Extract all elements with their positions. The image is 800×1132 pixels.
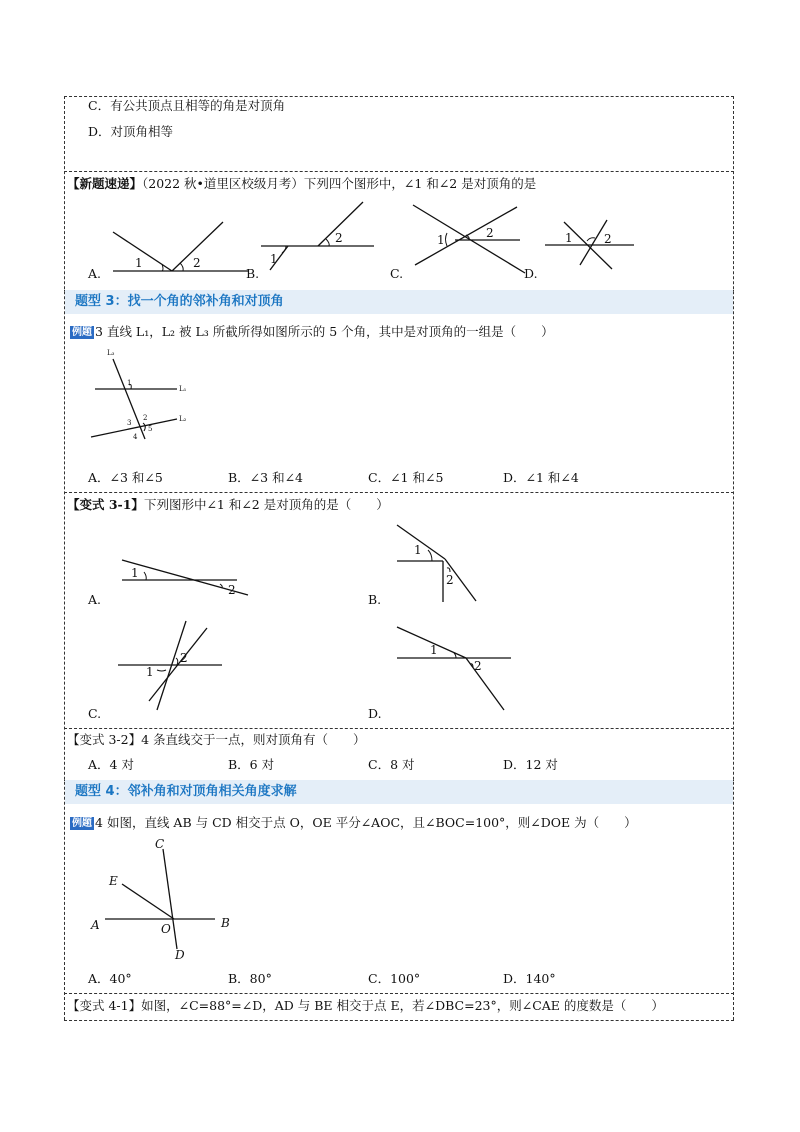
variant31-option-d: D. [368,706,382,721]
variant31-b-angle-1: 1 [414,543,422,557]
point-a-label: A [91,918,100,932]
figure-a-angle-2: 2 [193,256,201,270]
variant32-option-a: A．4 对 [88,757,134,772]
example3-option-a: A．∠3 和∠5 [88,470,163,485]
example3-arc-5 [143,423,145,431]
figure-d-angle-2: 2 [604,232,612,246]
figure-a-arc-2 [180,263,183,271]
variant31-d-angle-2: 2 [474,659,482,673]
example4-option-a: A．40° [88,971,132,986]
variant31-option-a: A. [88,592,102,607]
figure-b [258,195,383,280]
angle-label-2: 2 [143,414,148,422]
example3-text: 直线 L₁，L₂ 被 L₃ 所截所得如图所示的 5 个角，其中是对顶角的一组是（ ） [106,324,554,339]
example4-option-b: B．80° [228,971,272,986]
figure-a-angle-1: 1 [135,256,143,270]
ray-oe [122,884,174,919]
point-d-label: D [175,948,185,962]
variant31-option-c: C. [88,706,102,721]
figure-a [105,195,255,280]
new-question-option-a: A. [88,266,102,281]
new-question-option-b: B. [246,266,260,281]
variant31-figure-b [392,520,482,605]
option-d: D．对顶角相等 [88,124,174,139]
label-l1: L₁ [179,385,187,393]
example-badge: 例题 [72,818,92,829]
figure-b-arc-2 [326,239,329,246]
variant32-question [67,732,366,748]
dashed-divider [64,993,734,994]
example4-text: 如图，直线 AB 与 CD 相交于点 O，OE 平分∠AOC，且∠BOC=100°，则∠DOE 为（ ） [106,815,637,830]
dashed-divider [64,492,734,493]
variant32-prefix: 【变式 3-2】 [67,732,142,747]
variant31-figure-d [392,620,517,715]
angle-label-5: 5 [148,425,153,433]
point-b-label: B [221,916,230,930]
figure-b-angle-2: 2 [335,231,343,245]
example4-number: 4 [95,815,103,830]
figure-d [540,205,640,275]
new-question-text: （2022 秋•道里区校级月考）下列四个图形中，∠1 和∠2 是对顶角的是 [142,176,537,191]
new-question-prefix: 【新题速递】 [67,176,143,191]
variant32-option-c: C．8 对 [368,757,415,772]
example4-option-c: C．100° [368,971,421,986]
variant31-prefix: 【变式 3-1】 [67,497,144,512]
example3-question [70,324,554,340]
angle-label-1: 1 [127,379,132,387]
example4-option-d: D．140° [503,971,556,986]
angle-label-3: 3 [127,419,132,427]
figure-c-arc-1 [446,233,448,246]
variant31-b-angle-2: 2 [446,573,454,587]
variant31-text: 下列图形中∠1 和∠2 是对顶角的是（ ） [143,497,389,512]
variant31-option-b: B. [368,592,382,607]
example3-number: 3 [95,324,103,339]
variant41-text: 如图，∠C=88°=∠D，AD 与 BE 相交于点 E，若∠DBC=23°，则∠CAE 的度数是（ ） [141,998,664,1013]
variant31-figure-a [110,548,260,603]
figure-a-arc-1 [162,264,163,271]
figure-c-angle-2: 2 [486,226,494,240]
new-question-option-d: D. [524,266,538,281]
variant41-question [67,998,664,1014]
example3-option-d: D．∠1 和∠4 [503,470,579,485]
example-badge: 例题 [72,327,92,338]
label-l3: L₃ [107,349,115,357]
variant31-a-arc-1 [144,572,146,580]
variant32-option-b: B．6 对 [228,757,275,772]
variant31-d-angle-1: 1 [430,643,438,657]
section-heading-type3: 题型 3：找一个角的邻补角和对顶角 [65,290,733,314]
dashed-divider [64,1020,734,1021]
angle-label-4: 4 [133,433,138,441]
example3-figure [85,345,200,445]
figure-d-angle-1: 1 [565,231,573,245]
variant32-text: 4 条直线交于一点，则对顶角有（ ） [141,732,366,747]
label-l2: L₂ [179,415,187,423]
point-o-label: O [161,922,171,936]
example4-question [70,815,637,831]
figure-d-arc [587,238,595,241]
figure-c [410,195,535,280]
variant31-c-angle-1: 1 [146,665,154,679]
variant32-option-d: D．12 对 [503,757,558,772]
example4-figure [85,835,245,970]
dashed-divider [64,96,734,97]
point-e-label: E [109,874,118,888]
variant31-b-arc-1 [428,550,432,561]
option-c: C．有公共顶点且相等的角是对顶角 [88,98,286,113]
section-heading-type4: 题型 4：邻补角和对顶角相关角度求解 [65,780,733,804]
new-question-option-c: C. [390,266,404,281]
variant31-a-angle-1: 1 [131,566,139,580]
figure-b-angle-1: 1 [270,252,278,266]
dashed-divider [64,171,734,172]
variant41-prefix: 【变式 4-1】 [67,998,142,1013]
new-question [67,176,536,192]
dashed-divider [64,728,734,729]
point-c-label: C [155,837,165,851]
variant31-c-arc-2 [176,658,178,665]
figure-c-angle-1: 1 [437,233,445,247]
variant31-c-angle-2: 2 [180,651,188,665]
example3-option-b: B．∠3 和∠4 [228,470,304,485]
example3-option-c: C．∠1 和∠5 [368,470,444,485]
variant31-question [67,497,389,513]
variant31-a-angle-2: 2 [228,583,236,597]
variant31-d-slant-down [466,658,504,710]
variant31-figure-c [115,618,230,718]
variant31-b-arc-2 [447,568,450,572]
variant31-c-arc-1 [157,670,166,671]
